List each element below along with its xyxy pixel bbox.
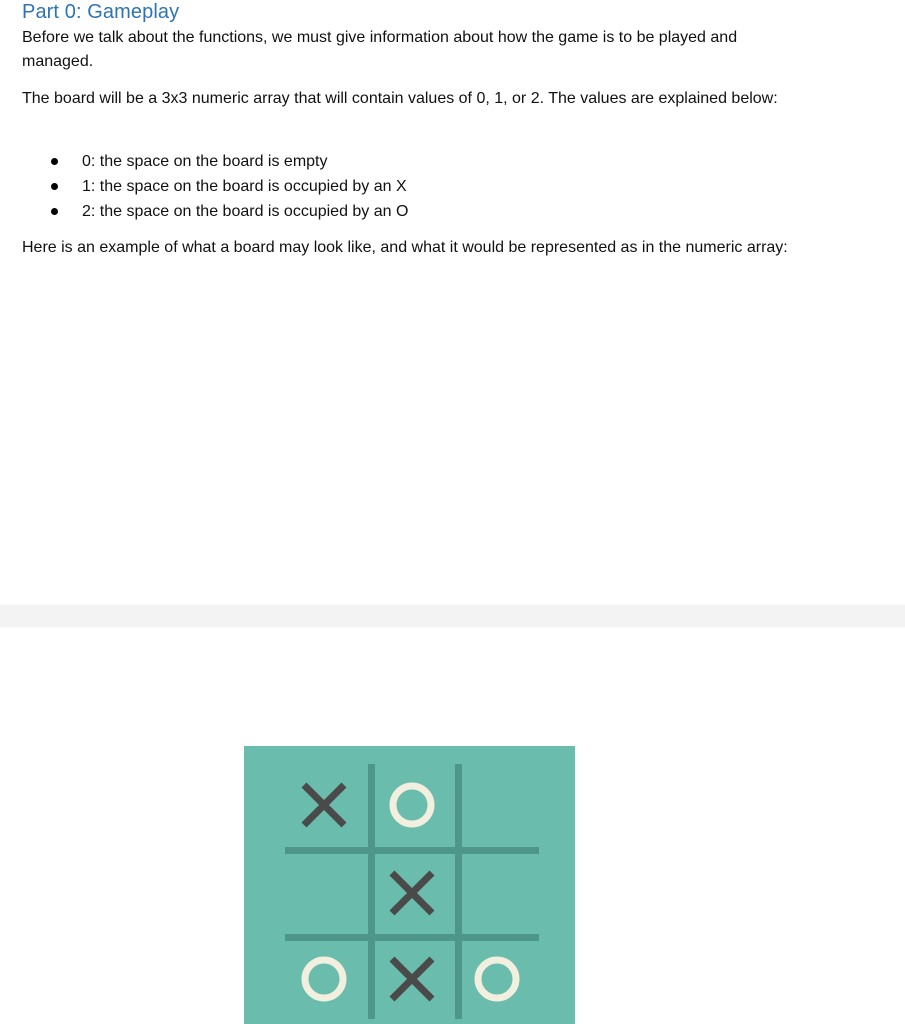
list-item-text: 1: the space on the board is occupied by an X [82,178,407,195]
grid-line-vertical [368,764,375,1019]
grid-line-vertical [455,764,462,1019]
value-explanation-list [0,149,408,224]
list-item [0,174,408,199]
bullet-icon [51,158,58,165]
section-heading: Part 0: Gameplay [22,1,180,23]
bullet-icon [51,208,58,215]
tic-tac-toe-board-image [244,746,575,1024]
bullet-icon [51,183,58,190]
board-description-paragraph: The board will be a 3x3 numeric array that will contain values of 0, 1, or 2. The values are explained below: [22,90,778,107]
grid-line-horizontal [285,847,539,854]
list-item-text: 0: the space on the board is empty [82,153,328,170]
example-intro-paragraph: Here is an example of what a board may look like, and what it would be represented as in the numeric array: [22,239,788,256]
list-item [0,199,408,224]
page-break-divider [0,605,905,627]
list-item-text: 2: the space on the board is occupied by an O [82,203,409,220]
intro-paragraph: Before we talk about the functions, we must give information about how the game is to be played and managed. [22,29,738,70]
list-item [0,149,408,174]
grid-line-horizontal [285,934,539,941]
